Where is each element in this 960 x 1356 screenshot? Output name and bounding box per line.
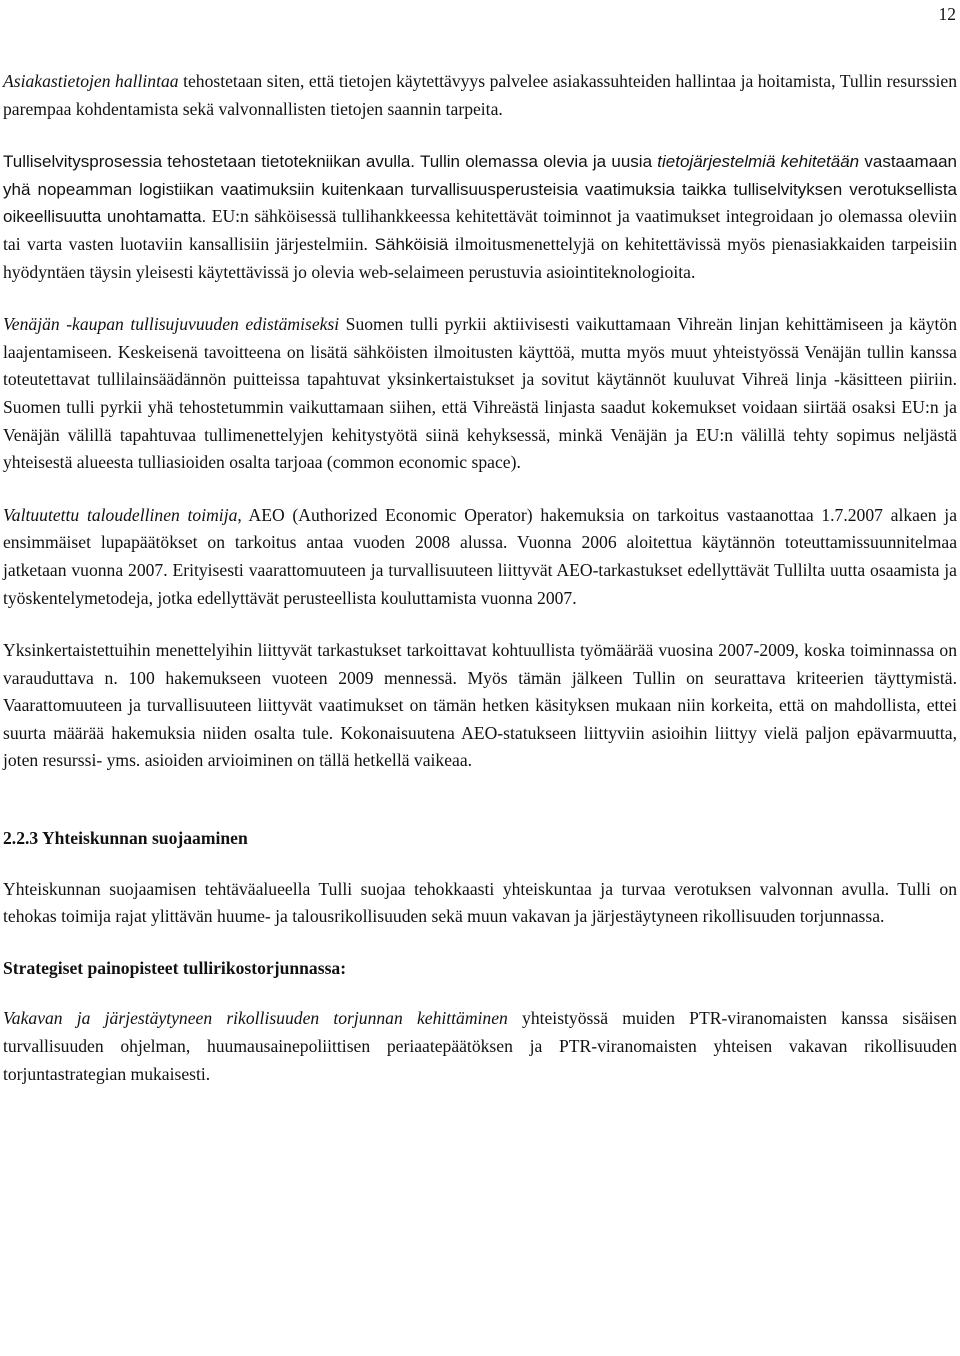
- paragraph-customer-data: [3, 68, 957, 123]
- serif-tail: EU:n sähköisessä tullihankkeessa kehitettävät toiminnot ja vaatimukset integroidaan jo olemassa oleviin tai varta vasten luotaviin kansallisiin järjestelmiin.: [3, 206, 957, 254]
- document-body: [3, 68, 957, 1088]
- paragraph-russia-trade: [3, 311, 957, 477]
- paragraph-text: yhteistyössä muiden PTR-viranomaisten kanssa sisäisen turvallisuuden ohjelman, huumausainepoliittisen periaatepäätöksen ja PTR-viranomaisten yhteisen vakavan rikollisuuden torjuntastrategian mukaisesti.: [3, 1008, 957, 1084]
- paragraph-clearance-process: [3, 148, 957, 286]
- paragraph-text: Yhteiskunnan suojaamisen tehtäväalueella Tulli suojaa tehokkaasti yhteiskuntaa ja turvaa verotuksen valvonnan avulla. Tulli on tehokas toimija rajat ylittävän huume- ja talousrikollisuuden sekä muun vakavan ja järjestäytyneen rikollisuuden torjunnassa.: [3, 878, 957, 927]
- paragraph-text: Yksinkertaistettuihin menettelyihin liittyvät tarkastukset tarkoittavat kohtuullista työmäärää vuosina 2007-2009, koska toiminnassa on varauduttava n. 100 hakemukseen vuoteen 2009 mennessä. Myös tämän jälkeen Tullin on seurattava kriteerien täyttymistä. Vaarattomuuteen ja turvallisuuteen liittyvät vaatimukset on tämän hetken käsityksen mukaan niin korkeita, että on mahdollista, ettei suurta määrää hakemuksia niiden osalta tule. Kokonaisuutena AEO-statukseen liittyviin asioihin liittyy vielä paljon epävarmuutta, joten resurssi- yms. asioiden arvioiminen on tällä hetkellä vaikeaa.: [3, 640, 957, 771]
- sans-tail: Sähköisiä: [367, 234, 449, 254]
- italic-part: tietojärjestelmiä kehitetään: [657, 152, 860, 172]
- subheading-strategic-priorities: Strategiset painopisteet tullirikostorjunnassa:: [3, 957, 347, 978]
- italic-lead: Valtuutettu taloudellinen toimija: [3, 504, 238, 525]
- paragraph-simplified-procedures: [3, 637, 957, 775]
- paragraph-organized-crime: [3, 1005, 957, 1088]
- paragraph-aeo: [3, 502, 957, 612]
- italic-lead: Venäjän -kaupan tullisujuvuuden edistämiseksi: [3, 314, 340, 335]
- section-heading: [3, 825, 957, 853]
- page-number: 12: [938, 4, 956, 24]
- italic-lead: Vakavan ja järjestäytyneen rikollisuuden torjunnan kehittäminen: [3, 1008, 508, 1029]
- sans-mid: vastaamaan yhä nopeamman logistiikan vaatimuksiin kuitenkaan turvallisuusperusteisia vaatimuksia taikka tulliselvityksen verotuksellista oikeellisuutta unohtamatta.: [3, 152, 957, 227]
- paragraph-text: Suomen tulli pyrkii aktiivisesti vaikuttamaan Vihreän linjan kehittämiseen ja käytön laajentamiseen. Keskeisenä tavoitteena on lisätä sähköisten ilmoitusten käyttöä, mutta myös muut yhteistyössä Venäjän tullin kanssa toteutettavat tullilainsäädännön puitteissa tapahtuvat yksinkertaistukset ja sovitut käytännöt kuuluvat Vihreä linja -käsitteen piiriin. Suomen tulli pyrkii yhä tehostetummin vaikuttamaan siihen, että Vihreästä linjasta saadut kokemukset voidaan siirtää osaksi EU:n ja Venäjän välillä tapahtuvaa tullimenettelyjen kehitystyötä siinä kehyksessä, minkä Venäjän ja EU:n välillä tehty sopimus neljästä yhteisestä alueesta tulliasioiden osalta tarjoaa (common economic space).: [3, 314, 957, 473]
- italic-lead: Asiakastietojen hallintaa: [3, 71, 179, 91]
- serif-end: ilmoitusmenettelyjä on kehitettävissä myös pienasiakkaiden tarpeisiin hyödyntäen täysin yleisesti käytettävissä jo olevia web-selaimeen perustuvia asiointiteknologioita.: [3, 233, 957, 282]
- section-number: 2.2.3: [3, 828, 39, 849]
- paragraph-text: , AEO (Authorized Economic Operator) hakemuksia on tarkoitus vastaanottaa 1.7.2007 alkaen ja ensimmäiset lupapäätökset on tarkoitus antaa vuoden 2008 alussa. Vuonna 2006 aloitettua käytännön toteuttamissuunnitelmaa jatketaan vuonna 2007. Erityisesti vaarattomuuteen ja turvallisuuteen liittyvät AEO-tarkastukset edellyttävät Tullilta uutta osaamista ja työskentelymetodeja, jotka edellyttävät perusteellista kouluttamista vuonna 2007.: [3, 504, 957, 608]
- paragraph-text: tehostetaan siten, että tietojen käytettävyys palvelee asiakassuhteiden hallintaa ja hoitamista, Tullin resurssien parempaa kohdentamista sekä valvonnallisten tietojen saannin tarpeita.: [3, 71, 957, 119]
- section-title: Yhteiskunnan suojaaminen: [41, 828, 248, 849]
- paragraph-society-protection: [3, 876, 957, 931]
- sans-lead: Tulliselvitysprosessia tehostetaan tietotekniikan avulla. Tullin olemassa olevia ja uusia: [3, 152, 658, 172]
